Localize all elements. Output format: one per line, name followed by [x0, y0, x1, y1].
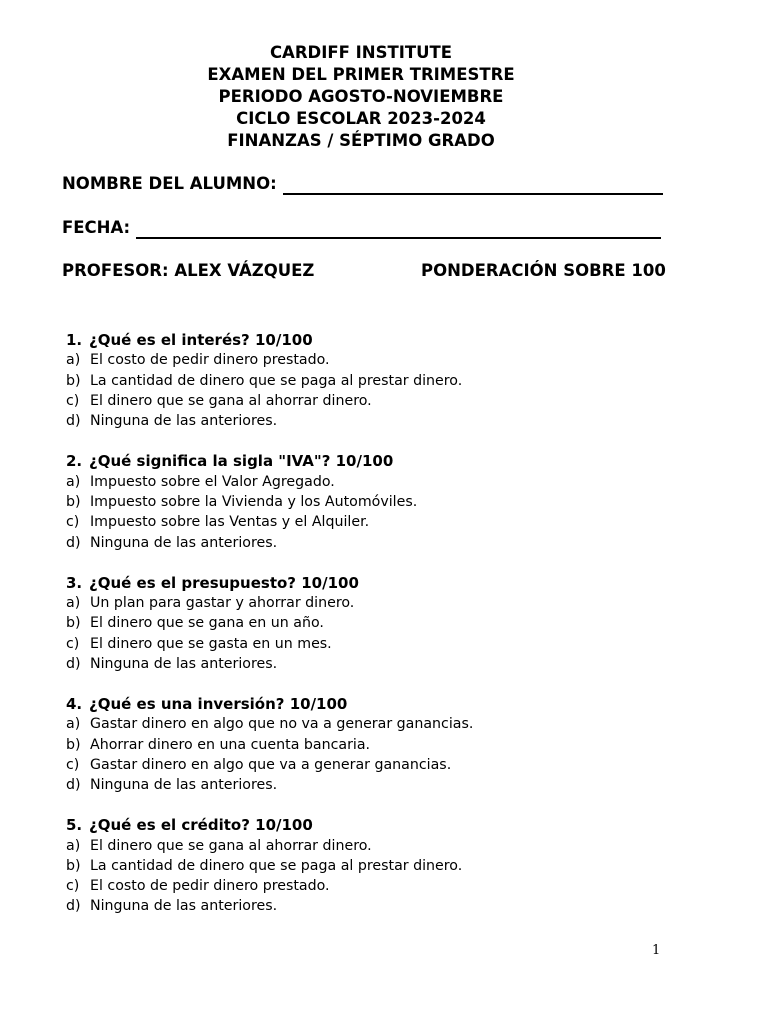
option-letter: a): [66, 473, 81, 490]
option-letter: c): [66, 756, 80, 773]
option-letter: b): [66, 372, 81, 389]
option-d: [66, 775, 706, 795]
option-a: [66, 714, 706, 734]
student-name-label: NOMBRE DEL ALUMNO:: [62, 174, 277, 193]
date-label: FECHA:: [62, 218, 131, 237]
option-a: [66, 836, 706, 856]
question-title: [66, 451, 706, 471]
question-number: 4.: [66, 694, 83, 713]
question-number: 5.: [66, 816, 83, 835]
question-text: ¿Qué es el interés? 10/100: [89, 331, 313, 349]
option-text: El dinero que se gana al ahorrar dinero.: [90, 393, 372, 409]
option-text: Impuesto sobre el Valor Agregado.: [90, 473, 335, 490]
question-number: 2.: [66, 452, 83, 471]
question-title: [66, 694, 706, 714]
option-b: [66, 735, 706, 755]
exam-period: PERIODO AGOSTO-NOVIEMBRE: [218, 87, 504, 106]
option-letter: c): [66, 878, 80, 895]
option-c: [66, 634, 706, 654]
question-text: ¿Qué es el crédito? 10/100: [89, 816, 313, 835]
question-text: ¿Qué es una inversión? 10/100: [89, 694, 348, 713]
option-letter: a): [66, 716, 81, 733]
option-a: [66, 593, 706, 613]
option-text: Ninguna de las anteriores.: [90, 534, 278, 551]
option-b: [66, 371, 706, 391]
option-letter: d): [66, 413, 81, 430]
option-d: [66, 411, 706, 431]
option-letter: d): [66, 777, 81, 794]
question-2: [66, 451, 706, 572]
school-cycle: CICLO ESCOLAR 2023-2024: [236, 109, 486, 128]
option-letter: d): [66, 655, 81, 672]
date-field: [62, 217, 661, 239]
option-text: Un plan para gastar y ahorrar dinero.: [90, 595, 355, 611]
option-text: Gastar dinero en algo que no va a generar ganancias.: [90, 716, 474, 733]
option-letter: b): [66, 494, 81, 510]
option-text: El costo de pedir dinero prestado.: [90, 878, 330, 895]
teacher-label: PROFESOR: ALEX VÁZQUEZ: [62, 261, 315, 280]
question-number: 3.: [66, 573, 83, 592]
option-letter: b): [66, 615, 81, 632]
option-b: [66, 613, 706, 633]
option-text: La cantidad de dinero que se paga al prestar dinero.: [90, 372, 463, 389]
subject-grade: FINANZAS / SÉPTIMO GRADO: [227, 131, 495, 150]
option-d: [66, 654, 706, 674]
option-text: El costo de pedir dinero prestado.: [90, 352, 330, 369]
option-c: [66, 391, 706, 411]
question-number: 1.: [66, 331, 83, 349]
option-text: El dinero que se gana al ahorrar dinero.: [90, 837, 372, 854]
exam-header: [0, 42, 722, 152]
option-text: Impuesto sobre las Ventas y el Alquiler.: [90, 514, 370, 531]
option-text: Ninguna de las anteriores.: [90, 413, 278, 430]
question-3: [66, 573, 706, 694]
exam-title: EXAMEN DEL PRIMER TRIMESTRE: [207, 65, 515, 84]
question-text: ¿Qué significa la sigla "IVA"? 10/100: [89, 452, 394, 471]
option-letter: c): [66, 514, 80, 531]
question-title: [66, 573, 706, 593]
weighting-label: PONDERACIÓN SOBRE 100: [421, 261, 666, 280]
option-d: [66, 896, 706, 916]
option-text: El dinero que se gana en un año.: [90, 615, 324, 632]
option-letter: a): [66, 352, 81, 369]
option-c: [66, 876, 706, 896]
option-b: [66, 856, 706, 876]
option-letter: c): [66, 393, 80, 409]
student-name-blank: [283, 176, 663, 195]
option-text: Ahorrar dinero en una cuenta bancaria.: [90, 736, 371, 753]
option-text: Gastar dinero en algo que va a generar ganancias.: [90, 756, 452, 773]
question-4: [66, 694, 706, 815]
option-text: Ninguna de las anteriores.: [90, 898, 278, 915]
option-letter: a): [66, 595, 81, 611]
option-letter: b): [66, 736, 81, 753]
question-list: [66, 330, 706, 936]
question-title: [66, 330, 706, 350]
question-text: ¿Qué es el presupuesto? 10/100: [89, 573, 359, 592]
option-letter: d): [66, 534, 81, 551]
option-a: [66, 472, 706, 492]
question-1: [66, 330, 706, 451]
question-5: [66, 815, 706, 936]
option-c: [66, 512, 706, 532]
option-text: Ninguna de las anteriores.: [90, 777, 278, 794]
option-c: [66, 755, 706, 775]
option-d: [66, 533, 706, 553]
option-b: [66, 492, 706, 512]
student-name-field: [62, 173, 663, 195]
page-number: 1: [652, 943, 661, 958]
date-blank: [136, 220, 661, 239]
option-text: Impuesto sobre la Vivienda y los Automóviles.: [90, 494, 418, 510]
school-name: CARDIFF INSTITUTE: [269, 43, 453, 62]
option-letter: c): [66, 635, 80, 652]
question-title: [66, 815, 706, 835]
option-letter: d): [66, 898, 81, 915]
option-text: La cantidad de dinero que se paga al prestar dinero.: [90, 857, 463, 874]
option-letter: b): [66, 857, 81, 874]
option-text: Ninguna de las anteriores.: [90, 655, 278, 672]
option-text: El dinero que se gasta en un mes.: [90, 635, 332, 652]
option-a: [66, 350, 706, 370]
option-letter: a): [66, 837, 81, 854]
